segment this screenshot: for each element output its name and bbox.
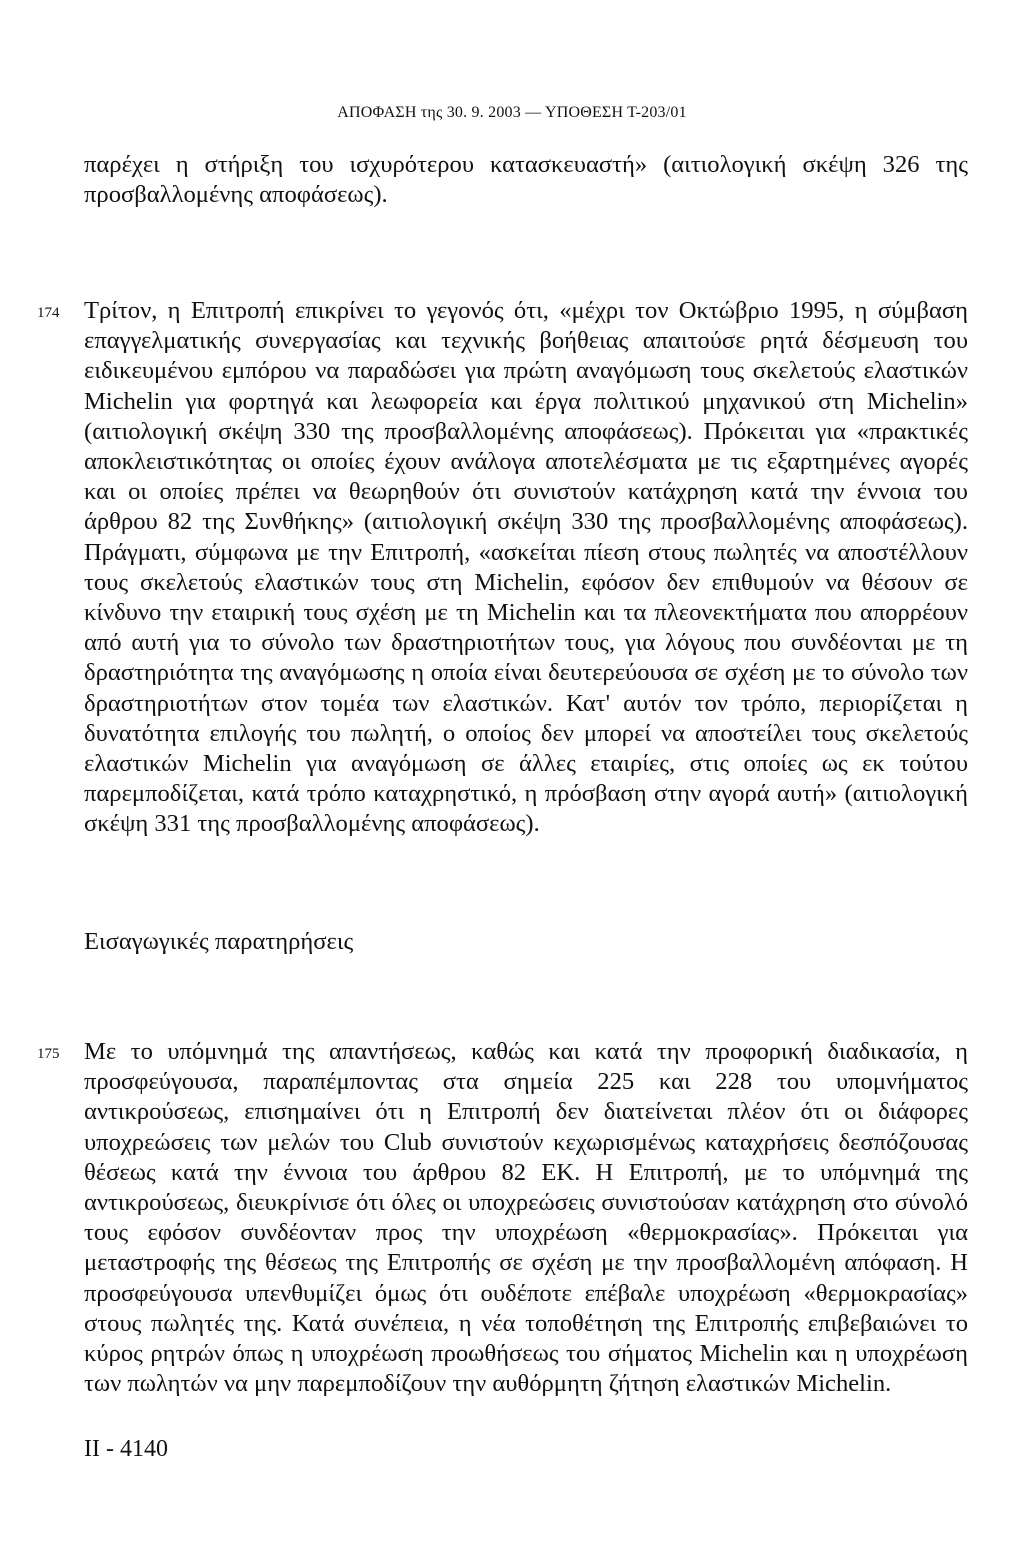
section-heading: Εισαγωγικές παρατηρήσεις <box>84 928 354 955</box>
paragraph-continuation: παρέχει η στήριξη του ισχυρότερου κατασκευαστή» (αιτιολογική σκέψη 326 της προσβαλλομένης αποφάσεως). <box>84 151 968 209</box>
paragraph-number-174: 174 <box>37 305 60 321</box>
running-header: ΑΠΟΦΑΣΗ της 30. 9. 2003 — ΥΠΟΘΕΣΗ Τ-203/01 <box>337 104 687 121</box>
paragraph-175: Με το υπόμνημά της απαντήσεως, καθώς και κατά την προφορική διαδικασία, η προσφεύγουσα, παραπέμποντας στα σημεία 225 και 228 του υπομνήματος αντικρούσεως, επισημαίνει ότι η Επιτροπή δεν διατείνεται πλέον ότι οι διάφορες υποχρεώσεις των μελών του Club συνιστούν κεχωρισμένως καταχρήσεις δεσπόζουσας θέσεως κατά την έννοια του άρθρου 82 ΕΚ. Η Επιτροπή, με το υπόμνημά της αντικρούσεως, διευκρίνισε ότι όλες οι υποχρεώσεις συνιστούσαν κατάχρηση στο σύνολό τους εφόσον συνδέονταν προς την υποχρέωση «θερμοκρασίας». Πρόκειται για μεταστροφής της θέσεως της Επιτροπής σε σχέση με την προσβαλλομένη απόφαση. Η προσφεύγουσα υπενθυμίζει όμως ότι ουδέποτε επέβαλε υποχρέωση «θερμοκρασίας» στους πωλητές της. Κατά συνέπεια, η νέα τοποθέτηση της Επιτροπής επιβεβαιώνει το κύρος ρητρών όπως η υποχρέωση προωθήσεως του σήματος Michelin και η υποχρέωση των πωλητών να μην παρεμποδίζουν την αυθόρμητη ζήτηση ελαστικών Michelin. <box>84 1038 968 1398</box>
paragraph-174: Τρίτον, η Επιτροπή επικρίνει το γεγονός ότι, «μέχρι τον Οκτώβριο 1995, η σύμβαση επαγγελματικής συνεργασίας και τεχνικής βοήθειας απαιτούσε ρητά δέσμευση του ειδικευμένου εμπόρου να παραδώσει για πρώτη αναγόμωση τους σκελετούς ελαστικών Michelin για φορτηγά και λεωφορεία και έργα πολιτικού μηχανικού στη Michelin» (αιτιολογική σκέψη 330 της προσβαλλομένης αποφάσεως). Πρόκειται για «πρακτικές αποκλειστικότητας οι οποίες έχουν ανάλογα αποτελέσματα με τις εξαρτημένες αγορές και οι οποίες πρέπει να θεωρηθούν ότι συνιστούν κατάχρηση κατά την έννοια του άρθρου 82 της Συνθήκης» (αιτιολογική σκέψη 330 της προσβαλλομένης αποφάσεως). Πράγματι, σύμφωνα με την Επιτροπή, «ασκείται πίεση στους πωλητές να αποστέλλουν τους σκελετούς ελαστικών τους στη Michelin, εφόσον δεν επιθυμούν να θέσουν σε κίνδυνο την εταιρική τους σχέση με τη Michelin και τα πλεονεκτήματα που απορρέουν από αυτή για το σύνολο των δραστηριοτήτων τους, για λόγους που συνδέονται με τη δραστηριότητα της αναγόμωσης η οποία είναι δευτερεύουσα σε σχέση με το σύνολο των δραστηριοτήτων στον τομέα των ελαστικών. Κατ' αυτόν τον τρόπο, περιορίζεται η δυνατότητα επιλογής του πωλητή, ο οποίος δεν μπορεί να αποστείλει τους σκελετούς ελαστικών Michelin για αναγόμωση σε άλλες εταιρίες, στις οποίες ως εκ τούτου παρεμποδίζεται, κατά τρόπο καταχρηστικό, η πρόσβαση στην αγορά αυτή» (αιτιολογική σκέψη 331 της προσβαλλομένης αποφάσεως). <box>84 297 968 838</box>
paragraph-number-175: 175 <box>37 1046 60 1062</box>
page-number: II - 4140 <box>84 1436 168 1462</box>
